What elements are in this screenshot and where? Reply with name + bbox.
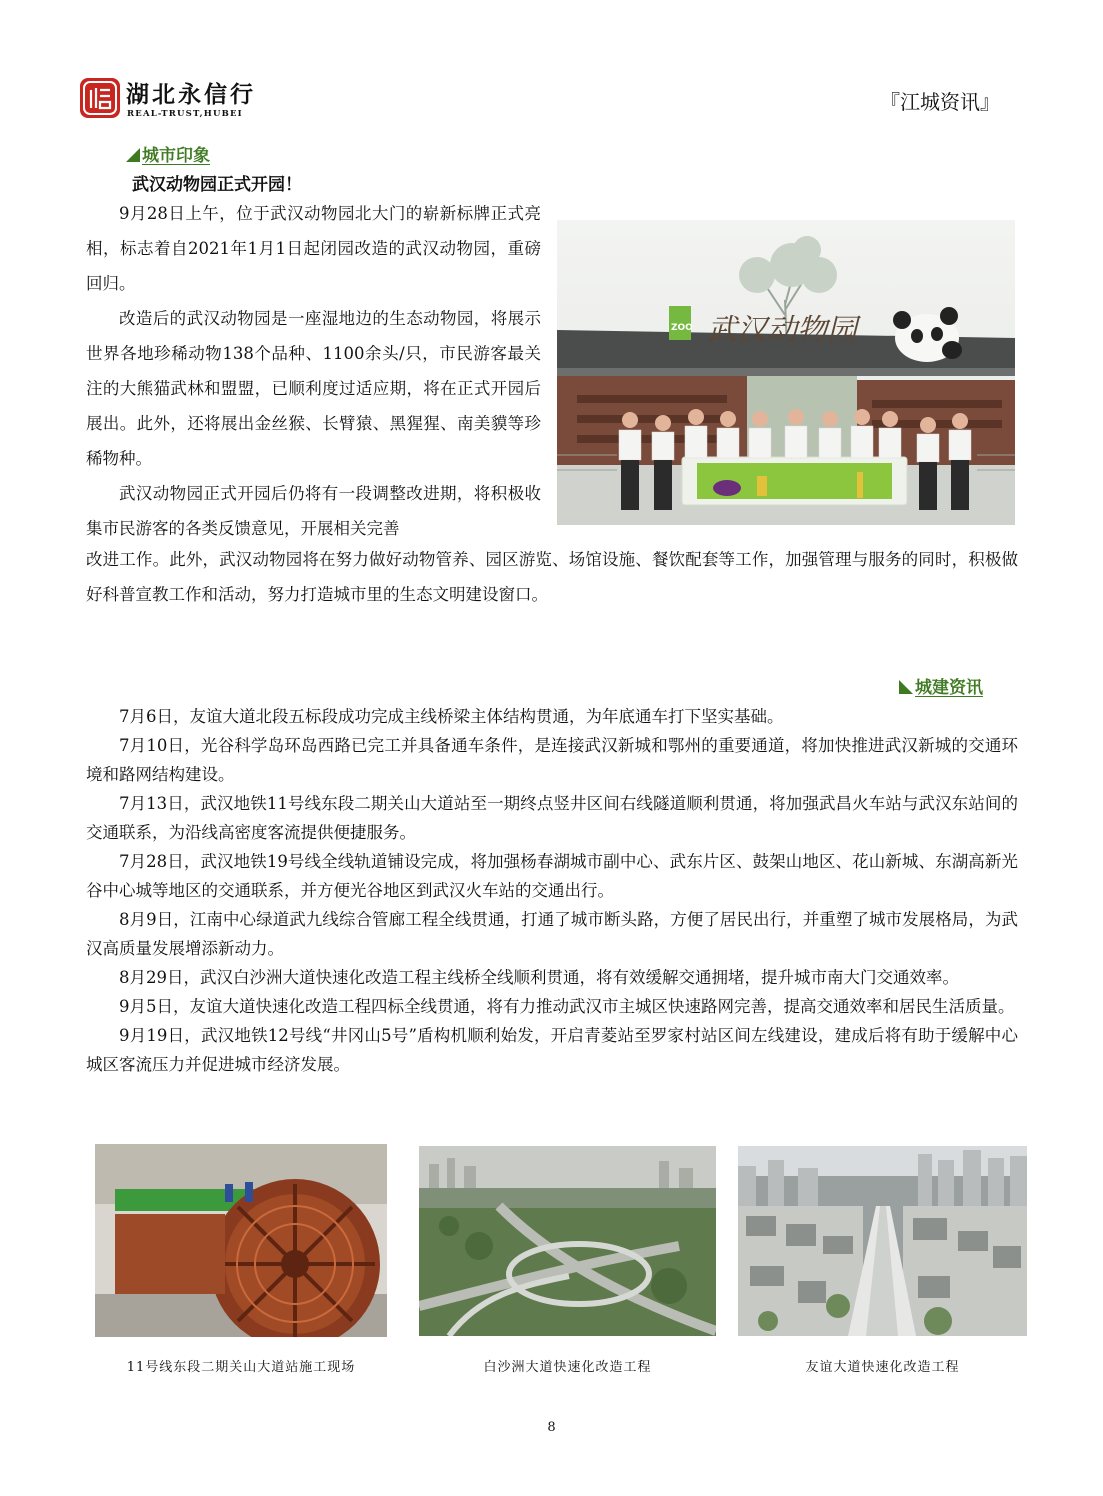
- tbm-photo: [95, 1144, 387, 1337]
- section-title-text: 城建资讯: [915, 678, 983, 698]
- section-title-city-impression: [126, 141, 210, 166]
- news-item: 8月29日，武汉白沙洲大道快速化改造工程主线桥全线顺利贯通，将有效缓解交通拥堵，提升城市南大门交通效率。: [119, 968, 959, 987]
- paragraph: 9月28日上午，位于武汉动物园北大门的崭新标牌正式亮相，标志着自2021年1月1日起闭园改造的武汉动物园，重磅回归。: [86, 204, 541, 293]
- page-number: 8: [547, 1420, 556, 1435]
- paragraph-continued: 改进工作。此外，武汉动物园将在努力做好动物管养、园区游览、场馆设施、餐饮配套等工作，加强管理与服务的同时，积极做好科普宣教工作和活动，努力打造城市里的生态文明建设窗口。: [86, 550, 1018, 604]
- article-title: 武汉动物园正式开园！: [132, 175, 302, 195]
- news-item: 7月10日，光谷科学岛环岛西路已完工并具备通车条件，是连接武汉新城和鄂州的重要通道，将加快推进武汉新城的交通环境和路网结构建设。: [86, 736, 1018, 784]
- section-triangle-icon: [126, 148, 140, 162]
- news-item: 7月13日，武汉地铁11号线东段二期关山大道站至一期终点竖井区间右线隧道顺利贯通，将加强武昌火车站与武汉东站间的交通联系，为沿线高密度客流提供便捷服务。: [86, 794, 1018, 842]
- news-item: 8月9日，江南中心绿道武九线综合管廊工程全线贯通，打通了城市断头路，方便了居民出行，并重塑了城市发展格局，为武汉高质量发展增添新动力。: [86, 910, 1018, 958]
- photo-caption: 友谊大道快速化改造工程: [805, 1360, 960, 1375]
- section-title-text: 城市印象: [142, 146, 210, 166]
- photo-caption: 白沙洲大道快速化改造工程: [483, 1360, 652, 1375]
- zoo-sign-text: 武汉动物园: [707, 313, 857, 348]
- paragraph: 武汉动物园正式开园后仍将有一段调整改进期，将积极收集市民游客的各类反馈意见，开展相关完善: [86, 484, 541, 538]
- section-triangle-icon: [899, 680, 913, 694]
- news-item: 9月5日，友谊大道快速化改造工程四标全线贯通，将有力推动武汉市主城区快速路网完善，提高交通效率和居民生活质量。: [119, 997, 1015, 1016]
- baishazhou-photo: [419, 1146, 716, 1336]
- column-tag: 『江城资讯』: [880, 90, 1000, 114]
- panda-statue: [893, 307, 962, 362]
- news-list: [86, 702, 1018, 1079]
- section-title-construction-news: [899, 673, 983, 698]
- logo-seal-icon: [80, 78, 120, 118]
- news-item: 7月28日，武汉地铁19号线全线轨道铺设完成，将加强杨春湖城市副中心、武东片区、鼓架山地区、花山新城、东湖高新光谷中心城等地区的交通联系，并方便光谷地区到武汉火车站的交通出行。: [86, 852, 1018, 900]
- company-name-en: REAL-TRUST,HUBEI: [127, 109, 243, 119]
- company-name-cn: 湖北永信行: [126, 82, 256, 108]
- news-item: 9月19日，武汉地铁12号线“井冈山5号”盾构机顺利始发，开启青菱站至罗家村站区间左线建设，建成后将有助于缓解中心城区客流压力并促进城市经济发展。: [86, 1026, 1018, 1074]
- zoo-logo-text: ZOO: [671, 323, 693, 333]
- photo-caption: 11号线东段二期关山大道站施工现场: [126, 1360, 356, 1375]
- paragraph: 改造后的武汉动物园是一座湿地边的生态动物园，将展示世界各地珍稀动物138个品种、1100余头/只，市民游客最关注的大熊猫武林和盟盟，已顺利度过适应期，将在正式开园后展出。此外，还将展出金丝猴、长臂猿、黑猩猩、南美貘等珍稀物种。: [86, 309, 541, 468]
- news-item: 7月6日，友谊大道北段五标段成功完成主线桥梁主体结构贯通，为年底通车打下坚实基础。: [119, 707, 784, 726]
- zoo-opening-photo: [557, 220, 1015, 525]
- article-body: [86, 196, 541, 546]
- youyi-avenue-photo: [738, 1146, 1027, 1336]
